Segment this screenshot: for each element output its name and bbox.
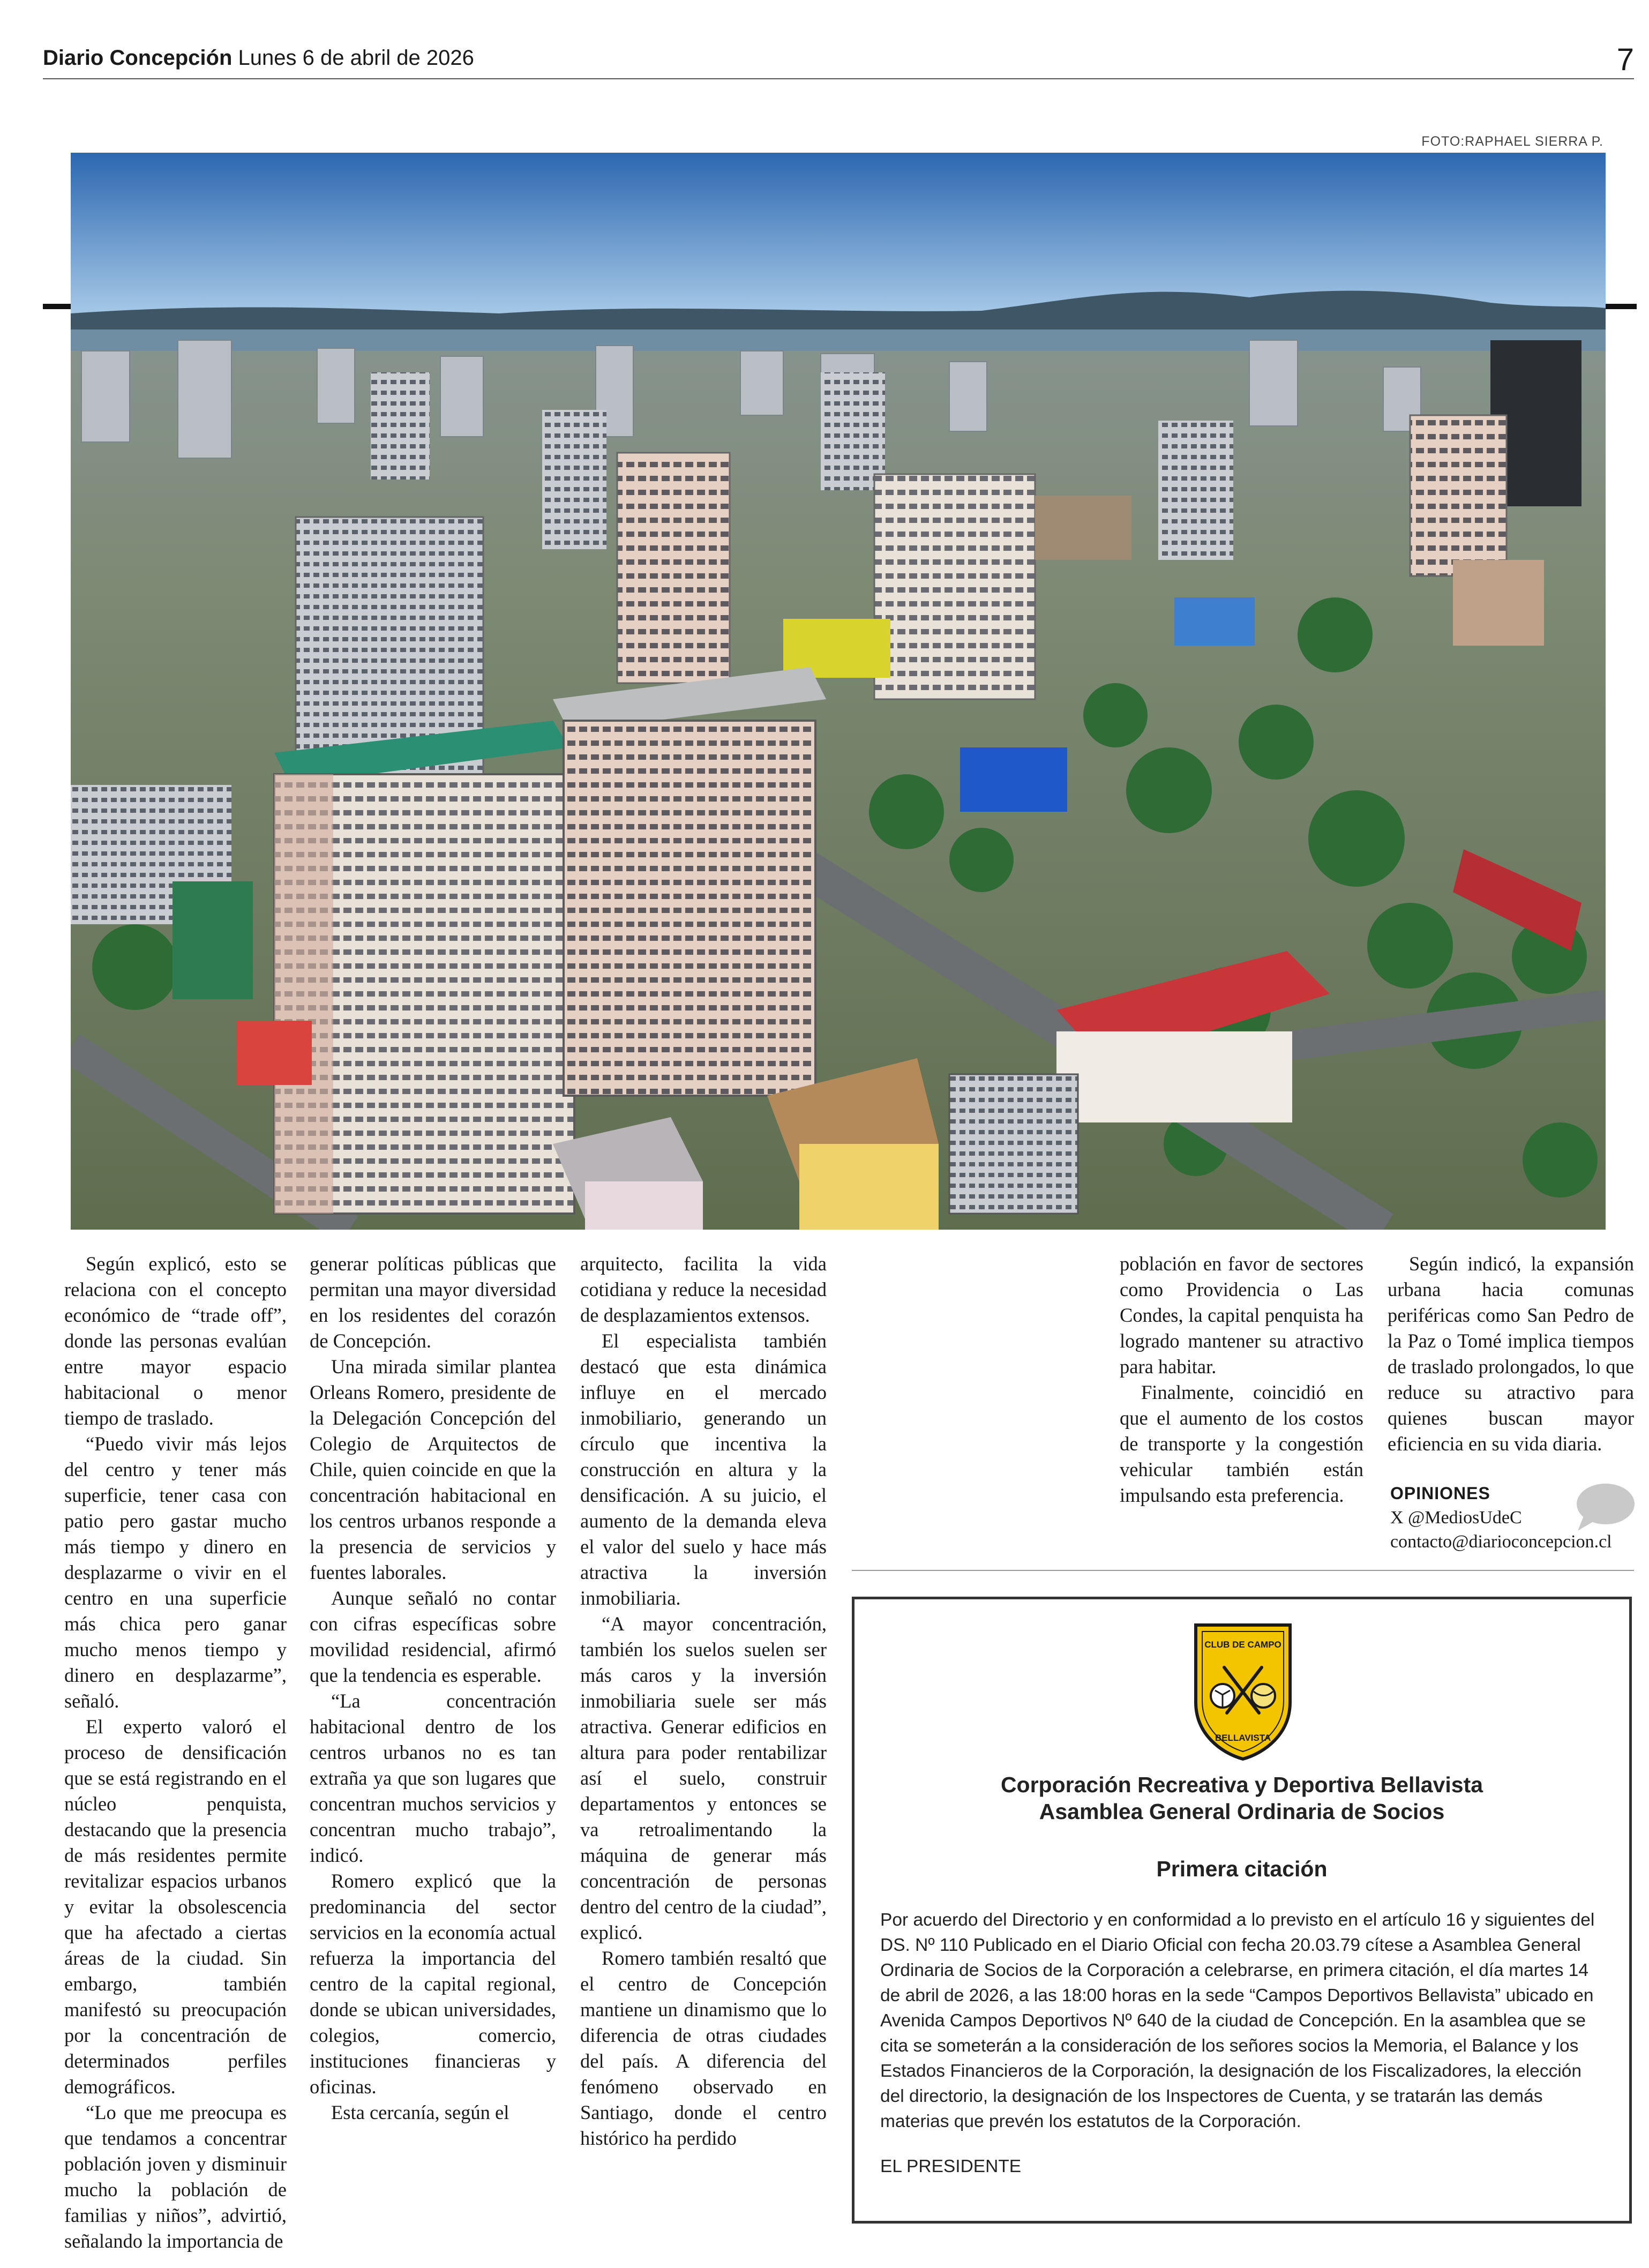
paragraph: Aunque señaló no contar con cifras específicas sobre movilidad residencial, afirmó que la tendencia es esperable. [310, 1587, 556, 1686]
ad-subtitle: Primera citación [1156, 1857, 1328, 1881]
foreground-tower-middle [553, 667, 826, 1096]
paragraph: El especialista también destacó que esta dinámica influye en el mercado inmobiliario, generando un círculo que incentiva la construcción en altura y la densificación. A su juicio, el aumento de la demanda eleva el valor del suelo y hace más atractiva la inversión inmobiliaria. [580, 1330, 827, 1609]
club-bellavista-logo [1189, 1622, 1296, 1761]
masthead [43, 46, 474, 70]
paragraph: Romero explicó que la predominancia del sector servicios en la economía actual refuerza la importancia del centro de la capital regional, donde se ubican universidades, colegios, comercio, instituciones financieras y oficinas. [310, 1870, 556, 2098]
article-column-2 [310, 1251, 556, 2125]
logo-text-bottom: BELLAVISTA [1215, 1733, 1271, 1743]
assembly-notice-ad [852, 1597, 1632, 2224]
paragraph: Según explicó, esto se relaciona con el concepto económico de “trade off”, donde las personas evalúan entre mayor espacio habitacional o menor tiempo de traslado. [64, 1253, 287, 1429]
paragraph: Según indicó, la expansión urbana hacia comunas periféricas como San Pedro de la Paz o Tomé implica tiempos de traslado prolongados, lo que reduce su atractivo para quienes buscan mayor eficiencia en su vida diaria. [1388, 1253, 1634, 1455]
paragraph: “Puedo vivir más lejos del centro y tener más superficie, tener casa con patio pero gastar mucho más tiempo y dinero en desplazarme o vivir en el centro en una superficie más chica pero ganar mucho menos tiempo y dinero en desplazarme”, señaló. [64, 1433, 287, 1712]
paragraph: generar políticas públicas que permitan una mayor diversidad en los residentes del corazón de Concepción. [310, 1253, 556, 1352]
ad-title-secondary: Asamblea General Ordinaria de Socios [1039, 1799, 1445, 1824]
edge-marker-left [43, 304, 71, 309]
logo-text-top: CLUB DE CAMPO [1204, 1640, 1281, 1650]
paragraph: Esta cercanía, según el [331, 2101, 509, 2123]
issue-date: Lunes 6 de abril de 2026 [238, 46, 474, 70]
ad-title: Corporación Recreativa y Deportiva Bellavista [1000, 1772, 1483, 1797]
paragraph: “Lo que me preocupa es que tendamos a concentrar población joven y disminuir mucho la población de familias y niños”, advirtió, señalando la importancia de [64, 2101, 287, 2252]
paragraph: Una mirada similar plantea Orleans Romero, presidente de la Delegación Concepción del Colegio de Arquitectos de Chile, quien coincide en que la concentración habitacional en los centros urbanos responde a la presencia de servicios y fuentes laborales. [310, 1356, 556, 1583]
social-handle: X @MediosUdeC [1390, 1508, 1522, 1528]
opinions-label: OPINIONES [1390, 1484, 1490, 1503]
contact-email: contacto@diarioconcepcion.cl [1390, 1532, 1612, 1552]
article-column-4 [1120, 1251, 1363, 1508]
photo-credit: FOTO:RAPHAEL SIERRA P. [1421, 134, 1603, 149]
paragraph: Finalmente, coincidió en que el aumento de los costos de transporte y la congestión vehicular también están impulsando esta preferencia. [1120, 1381, 1363, 1506]
section-divider [852, 1570, 1634, 1571]
paragraph: población en favor de sectores como Providencia o Las Condes, la capital penquista ha logrado mantener su atractivo para habitar. [1120, 1253, 1363, 1378]
article-column-1 [64, 1251, 287, 2254]
paragraph: Romero también resaltó que el centro de Concepción mantiene un dinamismo que lo diferencia de otras ciudades del país. A diferencia del fenómeno observado en Santiago, donde el centro histórico ha perdido [580, 1947, 827, 2149]
newspaper-brand: Diario Concepción [43, 46, 233, 70]
city-aerial-photo [71, 153, 1606, 1230]
article-column-5 [1388, 1251, 1634, 1457]
edge-marker-right [1606, 304, 1637, 309]
ad-body: Por acuerdo del Directorio y en conformidad a lo previsto en el artículo 16 y siguientes del DS. Nº 110 Publicado en el Diario Oficial con fecha 20.03.79 cítese a Asamblea General Ordinaria de Socios de la Corporación a celebrarse, en primera citación, el día martes 14 de abril de 2026, a las 18:00 horas en la sede “Campos Deportivos Bellavista” ubicado en Avenida Campos Deportivos Nº 640 de la ciudad de Concepción. En la asamblea que se cita se someterán a la consideración de los señores socios la Memoria, el Balance y los Estados Financieros de la Corporación, la designación de los Fiscalizadores, la elección del directorio, la designación de los Inspectores de Cuenta, y se tratarán las demás materias que prevén los estatutos de la Corporación. [880, 1910, 1595, 2131]
speech-bubble-icon [1572, 1481, 1636, 1532]
ad-signature: EL PRESIDENTE [880, 2157, 1022, 2176]
paragraph: “La concentración habitacional dentro de los centros urbanos no es tan extraña ya que son lugares que concentran muchos servicios y concentran mucho trabajo”, indicó. [310, 1690, 556, 1866]
paragraph: El experto valoró el proceso de densificación que se está registrando en el núcleo penquista, destacando que la presencia de más residentes permite revitalizar espacios urbanos y evitar la obsolescencia que ha afectado a ciertas áreas de la ciudad. Sin embargo, también manifestó su preocupación por la concentración de determinados perfiles demográficos. [64, 1716, 287, 2098]
article-column-3 [580, 1251, 827, 2151]
paragraph: “A mayor concentración, también los suelos suelen ser más caros y la inversión inmobiliaria suele ser más atractiva. Generar edificios en altura para poder rentabilizar así el suelo, construir departamentos y entonces se va retroalimentando la máquina de generar más concentración de personas dentro del centro de la ciudad”, explicó. [580, 1613, 827, 1943]
header-rule [43, 78, 1634, 79]
paragraph: arquitecto, facilita la vida cotidiana y reduce la necesidad de desplazamientos extensos. [580, 1253, 827, 1326]
page-number: 7 [1616, 42, 1634, 77]
foreground-tower-left [274, 721, 574, 1214]
